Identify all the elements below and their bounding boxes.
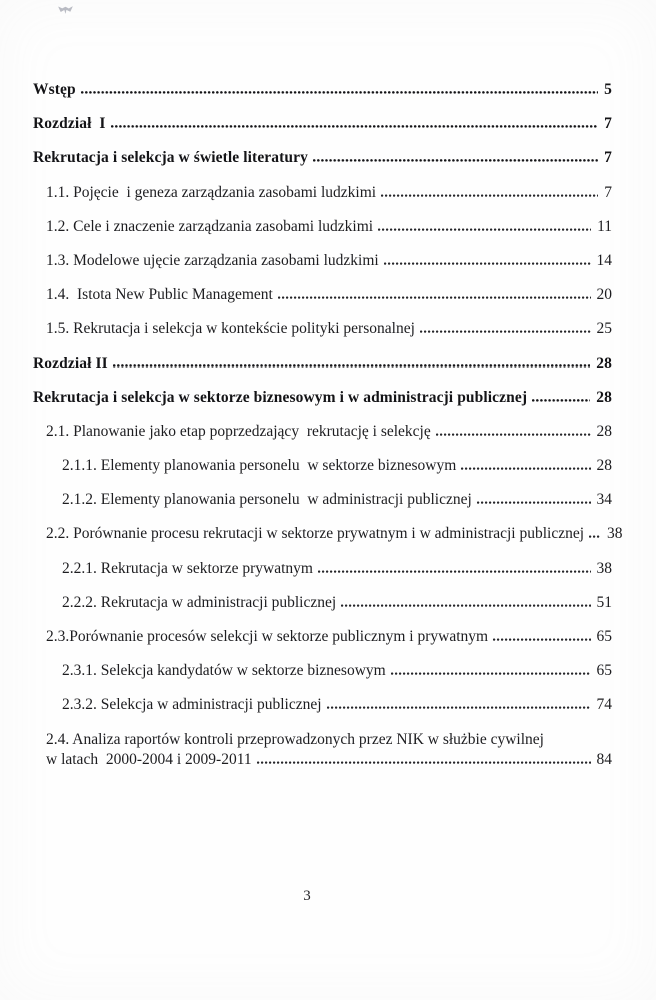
dot-leader [493,638,590,641]
toc-entry [33,183,612,217]
toc-entry-page: 5 [604,81,612,98]
toc-entry [33,319,612,353]
toc-entry [33,661,612,695]
toc-entry [33,695,612,729]
toc-entry-page: 20 [596,286,612,304]
dot-leader [420,330,591,333]
dot-leader [477,501,591,504]
dot-leader [381,194,598,197]
toc-entry-label: 2.1.2. Elementy planowania personelu w administracji publicznej [62,491,472,509]
toc-entry [33,456,612,490]
dot-leader [378,228,591,231]
toc-entry-page: 34 [596,491,612,509]
toc-entry-page: 28 [596,457,612,475]
dot-leader [436,433,591,436]
toc-entry-label: 2.3.1. Selekcja kandydatów w sektorze biznesowym [62,662,386,680]
toc-entry-page: 7 [604,183,612,201]
dot-leader [313,159,598,162]
dot-leader [111,125,599,128]
toc-entry-label: 1.3. Modelowe ujęcie zarządzania zasobami ludzkimi [46,251,379,269]
toc-entry [33,251,612,285]
toc-entry-page: 74 [596,696,612,714]
table-of-contents [33,80,623,784]
toc-entry-label: Wstęp [33,81,76,98]
dot-leader [384,262,591,265]
dot-leader [257,761,591,764]
toc-entry-label: 2.2.2. Rekrutacja w administracji publicznej [62,593,337,611]
toc-entry-label: 2.1. Planowanie jako etap poprzedzający rekrutację i selekcję [46,422,431,440]
toc-entry-label: 2.3.Porównanie procesów selekcji w sektorze publicznym i prywatnym [46,628,489,645]
toc-entry-label: Rozdział II [33,354,108,372]
toc-entry-page: 28 [596,354,612,372]
toc-entry-label: 2.1.1. Elementy planowania personelu w sektorze biznesowym [62,457,457,475]
dot-leader [318,570,591,573]
toc-entry-page: 65 [596,628,612,645]
toc-entry-page: 14 [596,251,612,269]
toc-entry-page: 25 [596,320,612,338]
toc-entry-page: 65 [596,662,612,680]
toc-entry-page: 28 [596,388,612,406]
dot-leader [461,467,590,470]
toc-entry [33,627,612,661]
toc-entry [33,285,612,319]
dot-leader [589,535,601,538]
toc-entry-page: 7 [604,149,612,167]
toc-entry [33,217,612,251]
page-number: 3 [303,888,311,904]
toc-entry [33,490,612,524]
toc-entry [33,114,612,148]
toc-entry-label: 2.3.2. Selekcja w administracji publicznej [62,696,322,714]
toc-entry [33,730,612,784]
toc-entry [33,524,623,558]
toc-entry-label: 1.1. Pojęcie i geneza zarządzania zasobami ludzkimi [46,183,377,201]
toc-entry [33,354,612,388]
toc-entry-page: 51 [596,593,612,611]
toc-entry-page: 28 [596,422,612,440]
toc-entry-label: 1.2. Cele i znaczenie zarządzania zasobami ludzkimi [46,217,374,235]
toc-entry-label: Rekrutacja i selekcja w sektorze biznesowym i w administracji publicznej [33,388,528,406]
scan-smudge-icon [58,6,73,14]
dot-leader [532,399,590,402]
toc-entry [33,80,612,114]
dot-leader [113,364,591,367]
toc-entry [33,388,612,422]
toc-entry-label: 1.5. Rekrutacja i selekcja w kontekście polityki personalnej [46,320,415,338]
dot-leader [81,91,598,94]
toc-entry-page: 7 [604,115,612,133]
toc-entry-page: 11 [597,217,612,235]
dot-leader [341,604,590,607]
toc-entry [33,559,612,593]
toc-entry-label: 2.2. Porównanie procesu rekrutacji w sektorze prywatnym i w administracji publicznej [46,525,585,543]
toc-entry-page: 38 [596,559,612,577]
toc-entry-page: 38 [607,525,623,543]
toc-entry-label-continued: w latach 2000-2004 i 2009-2011 [46,750,252,768]
dot-leader [391,672,591,675]
toc-entry [33,422,612,456]
dot-leader [278,296,591,299]
toc-entry [33,148,612,182]
toc-entry-page: 84 [596,750,612,768]
toc-entry-label: Rekrutacja i selekcja w świetle literatury [33,149,308,167]
toc-entry [33,593,612,627]
toc-entry-label: 1.4. Istota New Public Management [46,286,273,304]
dot-leader [327,706,591,709]
toc-entry-label: 2.4. Analiza raportów kontroli przeprowadzonych przez NIK w służbie cywilnej [46,730,544,748]
toc-entry-label: 2.2.1. Rekrutacja w sektorze prywatnym [62,559,313,577]
toc-entry-label: Rozdział I [33,115,106,133]
